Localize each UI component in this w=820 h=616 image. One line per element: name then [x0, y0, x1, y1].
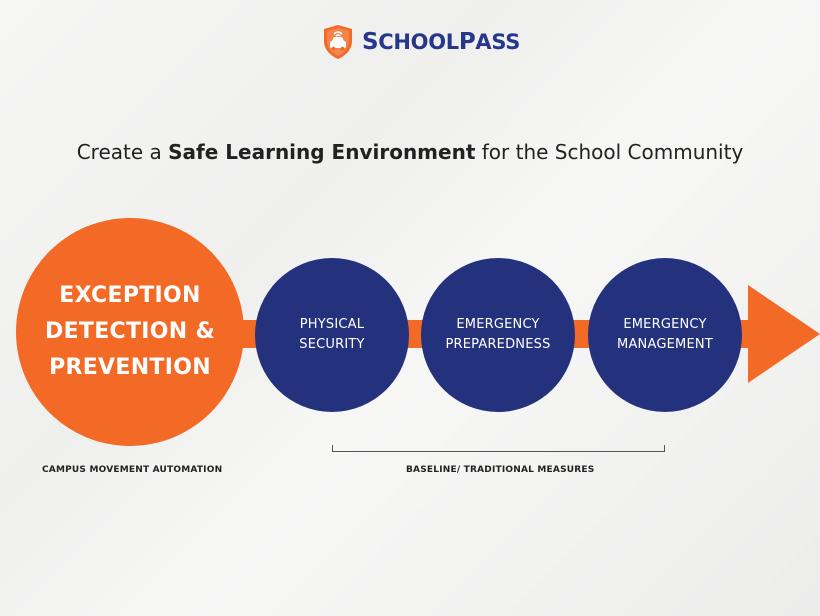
progress-arrow-head [748, 285, 820, 383]
measure-emergency-management: EMERGENCY MANAGEMENT [588, 258, 742, 412]
measure-physical-security: PHYSICAL SECURITY [255, 258, 409, 412]
measure-emergency-preparedness: EMERGENCY PREPAREDNESS [421, 258, 575, 412]
baseline-bracket [332, 445, 665, 452]
schoolpass-logo [322, 24, 520, 60]
headline-emphasis: Safe Learning Environment [168, 140, 476, 164]
campus-label: CAMPUS MOVEMENT AUTOMATION [42, 465, 223, 475]
focus-circle: EXCEPTION DETECTION & PREVENTION [16, 218, 244, 446]
shield-car-icon [322, 24, 354, 60]
page-headline: Create a Safe Learning Environment for the School Community [76, 140, 744, 164]
brand-name: SCHOOLPASS [362, 29, 521, 55]
baseline-label: BASELINE/ TRADITIONAL MEASURES [406, 465, 595, 475]
